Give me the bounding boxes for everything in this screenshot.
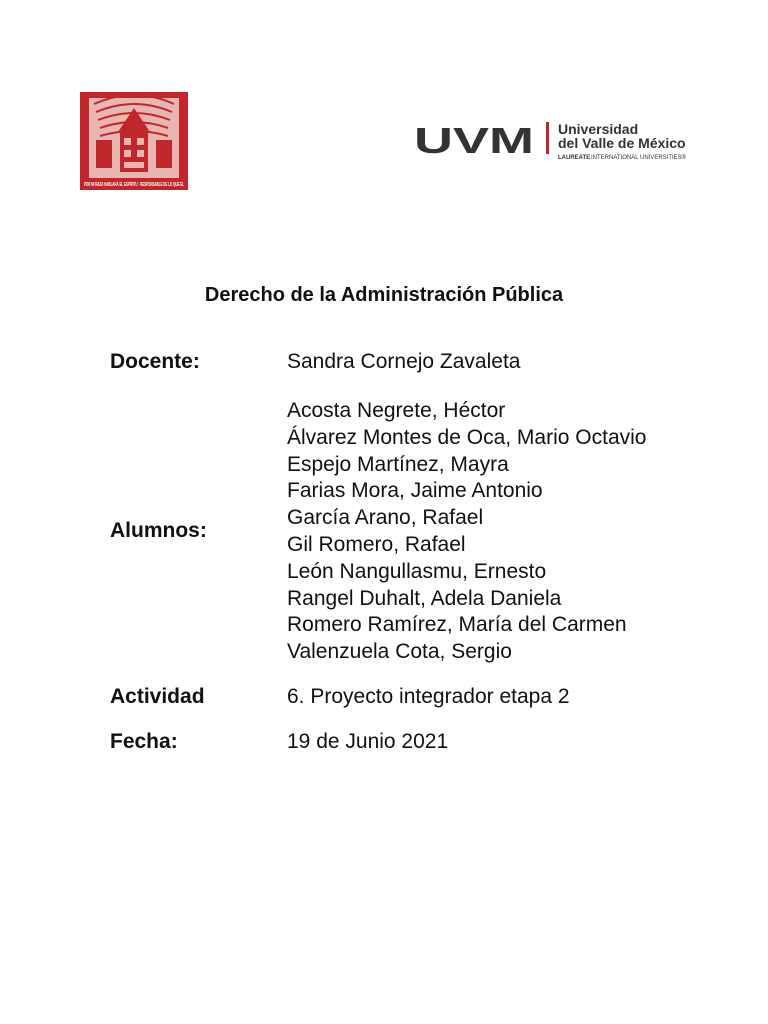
student-name: Romero Ramírez, María del Carmen [287,613,627,637]
document-title: Derecho de la Administración Pública [204,284,564,306]
uvm-laureate: LAUREATE [558,155,591,161]
actividad-value: 6. Proyecto integrador etapa 2 [287,685,570,708]
uvm-network: INTERNATIONAL UNIVERSITIES® [591,155,687,161]
student-name: Valenzuela Cota, Sergio [287,640,512,664]
uvm-name-line1: Universidad [558,121,639,137]
uvm-wordmark: UVM [414,120,534,161]
student-name: Espejo Martínez, Mayra [287,452,509,476]
student-name: Farias Mora, Jaime Antonio [287,479,543,503]
docente-value: Sandra Cornejo Zavaleta [287,350,521,373]
docente-label: Docente: [110,350,200,373]
student-name: Rangel Duhalt, Adela Daniela [287,586,562,610]
fecha-label: Fecha: [110,730,178,753]
alumnos-label: Alumnos: [110,519,207,542]
student-name: García Arano, Rafael [287,506,484,530]
student-name: Álvarez Montes de Oca, Mario Octavio [287,425,647,449]
fecha-value: 19 de Junio 2021 [287,730,449,753]
actividad-label: Actividad [110,685,205,708]
university-seal-logo [80,92,255,190]
student-name: Gil Romero, Rafael [287,532,466,556]
student-name: Acosta Negrete, Héctor [287,399,506,422]
student-list [287,398,646,666]
student-name: León Nangullasmu, Ernesto [287,559,547,583]
uvm-name-line2: del Valle de México [558,135,686,151]
uvm-logo [412,112,717,164]
uvm-divider [546,122,549,154]
seal-motto: POR MI RAZA HABLARÁ EL ESPÍRITU · RESPONSABLE DE LO QUE EL [84,182,255,188]
